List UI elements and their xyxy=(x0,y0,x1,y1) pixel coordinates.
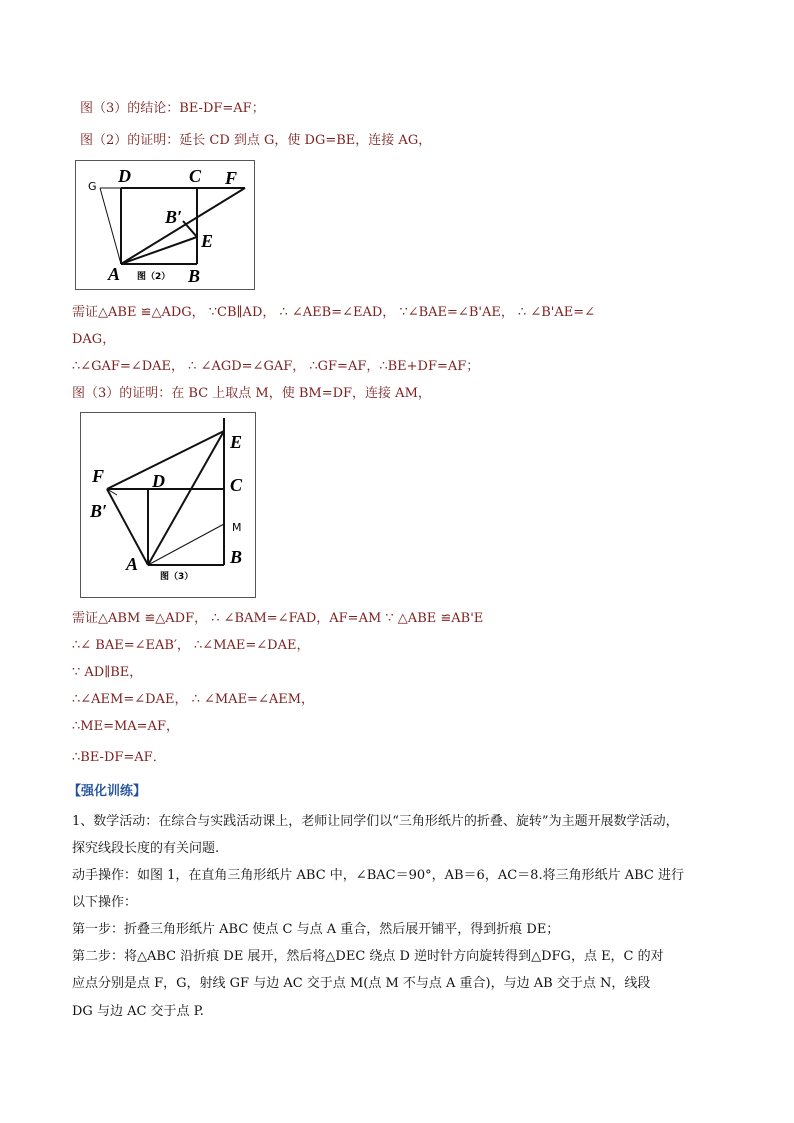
label-M: M xyxy=(232,521,242,534)
label-C: C xyxy=(230,475,243,495)
label-E: E xyxy=(230,432,243,452)
label-B: B xyxy=(188,266,201,286)
proof-fig3-line4: ∴∠AEM=∠DAE， ∴ ∠MAE=∠AEM， xyxy=(72,692,315,707)
label-A: A xyxy=(108,264,121,284)
label-C: C xyxy=(189,166,202,186)
section-heading: 【强化训练】 xyxy=(68,784,147,799)
proof-fig2-line1: 需证△ABE ≌△ADG， ∵CB∥AD， ∴ ∠AEB=∠EAD， ∵∠BAE=∠B'AE， ∴ ∠B'AE=∠ xyxy=(72,305,596,320)
label-G: G xyxy=(88,180,97,193)
figure-2 xyxy=(75,160,255,290)
proof-fig2-line2: DAG， xyxy=(72,332,116,347)
figure-3 xyxy=(80,412,256,598)
problem-text-7: 应点分别是点 F，G，射线 GF 与边 AC 交于点 M(点 M 不与点 A 重合)，与边 AB 交于点 N，线段 xyxy=(72,976,651,991)
proof-fig3-line5: ∴ME=MA=AF， xyxy=(72,719,179,734)
label-Bprime: B′ xyxy=(165,207,183,227)
label-D: D xyxy=(118,166,131,186)
problem-text-1: 1、数学活动：在综合与实践活动课上，老师让同学们以“三角形纸片的折叠、旋转”为主题开展数学活动， xyxy=(72,814,679,829)
proof-fig3-line3: ∵ AD∥BE， xyxy=(72,665,143,680)
problem-text-6: 第二步：将△ABC 沿折痕 DE 展开，然后将△DEC 绕点 D 逆时针方向旋转得到△DFG，点 E，C 的对 xyxy=(72,949,664,964)
proof-fig3-line1: 需证△ABM ≌△ADF， ∴ ∠BAM=∠FAD，AF=AM ∵ △ABE ≌AB'E xyxy=(72,611,484,626)
problem-text-5: 第一步：折叠三角形纸片 ABC 使点 C 与点 A 重合，然后展开铺平，得到折痕 DE； xyxy=(72,922,560,937)
label-B: B xyxy=(230,547,243,567)
label-A: A xyxy=(126,554,139,574)
problem-text-3: 动手操作：如图 1，在直角三角形纸片 ABC 中，∠BAC＝90°，AB＝6，AC＝8.将三角形纸片 ABC 进行 xyxy=(72,868,684,883)
label-E: E xyxy=(201,231,214,251)
label-D: D xyxy=(152,471,165,491)
conclusion-fig3: 图（3）的结论：BE-DF=AF； xyxy=(80,101,265,116)
proof-fig3-line6: ∴BE-DF=AF． xyxy=(72,750,166,765)
proof-fig2-line3: ∴∠GAF=∠DAE， ∴ ∠AGD=∠GAF， ∴GF=AF，∴BE+DF=AF； xyxy=(72,359,480,374)
proof-fig3-intro: 图（3）的证明：在 BC 上取点 M，使 BM=DF，连接 AM， xyxy=(72,386,431,401)
label-F: F xyxy=(92,466,105,486)
problem-text-8: DG 与边 AC 交于点 P. xyxy=(72,1004,204,1019)
problem-text-4: 以下操作： xyxy=(72,895,138,910)
proof-fig3-line2: ∴∠ BAE=∠EAB′， ∴∠MAE=∠DAE， xyxy=(72,638,310,653)
label-Bprime: B′ xyxy=(90,501,108,521)
problem-text-2: 探究线段长度的有关问题. xyxy=(72,841,220,856)
caption-fig3: 图（3） xyxy=(160,572,194,582)
proof-fig2-intro: 图（2）的证明：延长 CD 到点 G，使 DG=BE，连接 AG， xyxy=(80,133,432,148)
caption-fig2: 图（2） xyxy=(137,272,171,282)
label-F: F xyxy=(225,168,238,188)
